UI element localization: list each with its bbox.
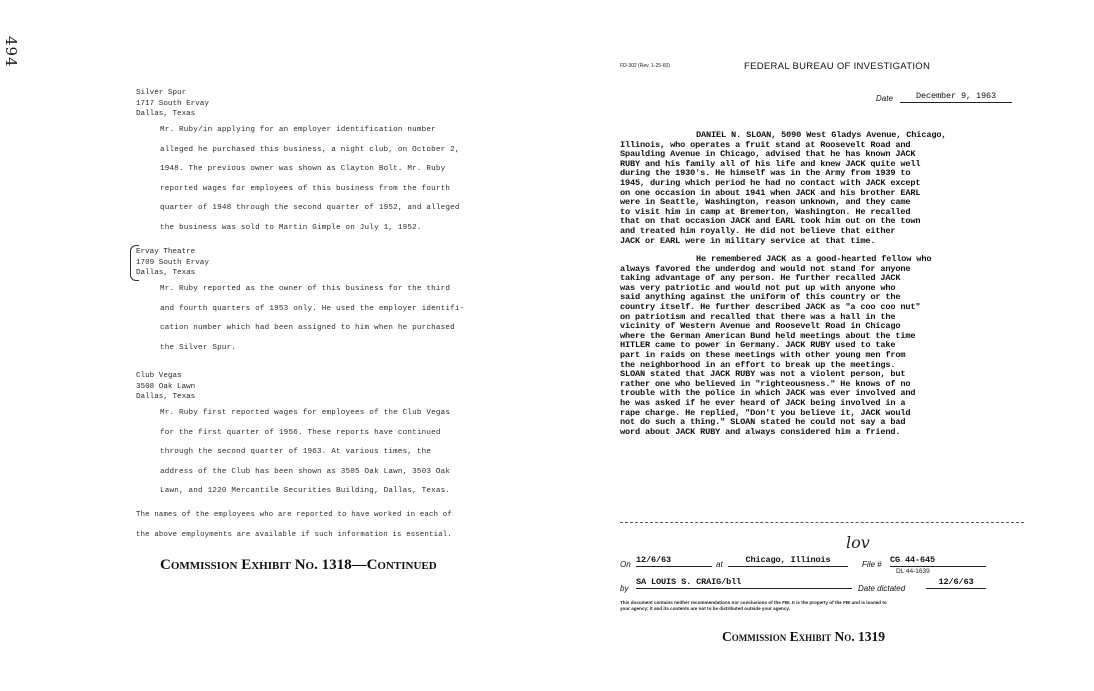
paragraph-club-vegas: Mr. Ruby first reported wages for employees of the Club Vegas for the first quarter of 1956. These reports have continued through the second quarter of 1963. At various times, the address of the Club has been shown as 3505 Oak Lawn, 3503 Oak Lawn, and 1220 Mercantile Securities Building, Dallas, Texas. (160, 409, 451, 495)
report-paragraph-2: He remembered JACK as a good-hearted fellow who always favored the underdog and would not stand for anyone taking advantage of any person. He further recalled JACK was very patriotic and would not put up with anyone who said anything against the uniform of this country or the country itself. He further described JACK as "a coo coo nut" on patriotism and recalled that there was a hall in the vicinity of Western Avenue and Roosevelt Road in Chicago where the German American Bund held meetings about the time HITLER came to power in Germany. JACK RUBY used to take part in raids on these meetings with other young men from the neighborhood in an effort to break up the meetings. SLOAN stated that JACK RUBY was not a violent person, but rather one who believed in "righteousness." He knows of no trouble with the police in which JACK was ever involved and he was asked if he ever heard of JACK being involved in a rape charge. He replied, "Don't you believe it, JACK would not do such a thing." SLOAN stated he could not say a bad word about JACK RUBY and always considered him a friend. (620, 254, 932, 437)
file-sub-number: DL 44-1639 (896, 568, 930, 575)
file-number-value: CG 44-645 (890, 556, 986, 567)
closing-paragraph: The names of the employees who are reported to have worked in each of the above employments are available if such information is essential. (136, 511, 452, 539)
agent-value: SA LOUIS S. CRAIG/bll (636, 578, 852, 589)
date-dictated-value: 12/6/63 (926, 578, 986, 589)
on-date-value: 12/6/63 (636, 556, 712, 567)
left-document (0, 0, 540, 691)
date-dictated-label: Date dictated (858, 584, 906, 593)
paragraph-ervay-theatre: Mr. Ruby reported as the owner of this business for the third and fourth quarters of 1953 only. He used the employer identifi- cation number which had been assigned to him when he purchased the Silver Spur. (160, 285, 465, 352)
address-silver-spur: Silver Spur 1717 South Ervay Dallas, Texas (136, 89, 209, 118)
location-value: Chicago, Illinois (728, 556, 848, 567)
on-label: On (620, 560, 631, 569)
by-label: by (620, 584, 629, 593)
exhibit-caption-1318: Commission Exhibit No. 1318—Continued (160, 557, 437, 573)
form-code: FD-302 (Rev. 1-25-60) (620, 63, 670, 69)
date-label: Date (876, 94, 893, 103)
address-club-vegas: Club Vegas 3508 Oak Lawn Dallas, Texas (136, 372, 196, 401)
paragraph-silver-spur: Mr. Ruby/in applying for an employer identification number alleged he purchased this business, a night club, on October 2, 1948. The previous owner was shown as Clayton Bolt. Mr. Ruby reported wages for employees of this business from the fourth quarter of 1948 through the second quarter of 1952, and alleged the business was sold to Martin Gimple on July 1, 1952. (160, 126, 460, 232)
at-label: at (716, 560, 723, 569)
exhibit-caption-1319: Commission Exhibit No. 1319 (722, 629, 886, 644)
fbi-disclaimer: This document contains neither recommendations nor conclusions of the FBI. It is the property of the FBI and is loaned to your agency; it and its contents are not to be distributed outside your agency. (620, 600, 887, 611)
file-label: File # (862, 560, 882, 569)
report-paragraph-1: DANIEL N. SLOAN, 5090 West Gladys Avenue, Chicago, Illinois, who operates a fruit stand at Roosevelt Road and Spaulding Avenue in Chicago, advised that he has known JACK RUBY and his family all of his life and knew JACK quite well during the 1930's. He himself was in the Army from 1939 to 1945, during which period he had no contact with JACK except on one occasion in about 1941 when JACK and his brother EARL were in Seattle, Washington, reason unknown, and they came to visit him in camp at Bremerton, Washington. He recalled that on that occasion JACK and EARL took him out on the town and treated him royally. He did not believe that either JACK or EARL were in military service at that time. (620, 130, 947, 246)
date-value: December 9, 1963 (900, 92, 1012, 103)
page-number: 494 (2, 36, 20, 68)
separator-line (620, 522, 1024, 523)
agency-header: FEDERAL BUREAU OF INVESTIGATION (744, 61, 931, 72)
handwritten-note: lov (846, 533, 870, 552)
right-document (600, 0, 1094, 691)
address-ervay-theatre: Ervay Theatre 1709 South Ervay Dallas, Texas (136, 248, 209, 277)
